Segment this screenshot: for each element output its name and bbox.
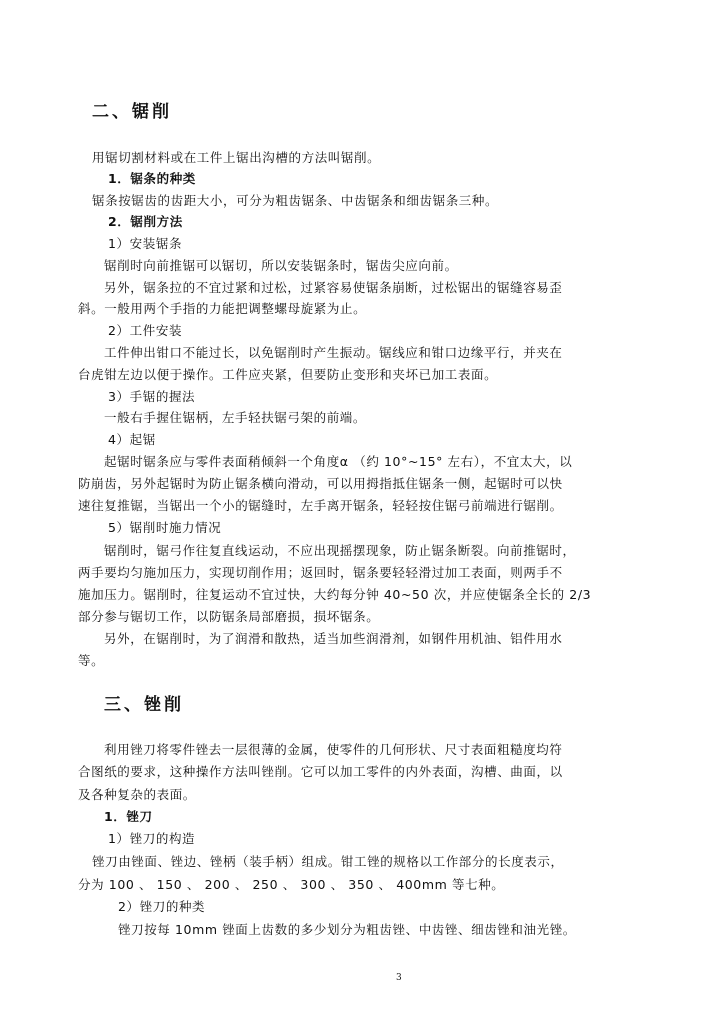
paragraph: 速往复推锯，当锯出一个小的锯缝时，左手离开锯条，轻轻按住锯弓前端进行锯削。 <box>78 498 563 513</box>
paragraph: 等。 <box>78 653 105 668</box>
paragraph: 一般右手握住锯柄，左手轻扶锯弓架的前端。 <box>104 410 367 425</box>
paragraph: 防崩齿，另外起锯时为防止锯条横向滑动，可以用拇指抵住锯条一侧，起锯时可以快 <box>78 476 563 491</box>
item-title: 1）安装锯条 <box>108 236 183 251</box>
paragraph: 另外，锯条拉的不宜过紧和过松，过紧容易使锯条崩断，过松锯出的锯缝容易歪 <box>104 280 563 295</box>
paragraph: 锯削时，锯弓作往复直线运动，不应出现摇摆现象，防止锯条断裂。向前推锯时， <box>104 543 576 558</box>
paragraph: 锯削时向前推锯可以锯切，所以安装锯条时，锯齿尖应向前。 <box>104 258 458 273</box>
paragraph: 锯条按锯齿的齿距大小，可分为粗齿锯条、中齿锯条和细齿锯条三种。 <box>92 193 499 208</box>
paragraph: 利用锉刀将零件锉去一层很薄的金属，使零件的几何形状、尺寸表面粗糙度均符 <box>104 742 563 757</box>
paragraph: 工件伸出钳口不能过长，以免锯削时产生振动。锯线应和钳口边缘平行，并夹在 <box>104 345 563 360</box>
paragraph: 台虎钳左边以便于操作。工件应夹紧，但要防止变形和夹坏已加工表面。 <box>78 367 498 382</box>
subheading: 1．锯条的种类 <box>108 171 196 186</box>
subheading: 1．锉刀 <box>104 809 153 824</box>
item-title: 3）手锯的握法 <box>108 389 196 404</box>
page-number: 3 <box>396 973 402 983</box>
paragraph: 用锯切割材料或在工件上锯出沟槽的方法叫锯削。 <box>92 150 381 165</box>
paragraph: 锉刀由锉面、锉边、锉柄（装手柄）组成。钳工锉的规格以工作部分的长度表示， <box>92 854 564 869</box>
paragraph: 合图纸的要求，这种操作方法叫锉削。它可以加工零件的内外表面，沟槽、曲面，以 <box>78 764 563 779</box>
paragraph: 部分参与锯切工作，以防锯条局部磨损，损坏锯条。 <box>78 609 380 624</box>
section-heading-filing: 三、锉削 <box>104 695 184 715</box>
item-title: 5）锯削时施力情况 <box>108 520 222 535</box>
paragraph: 另外，在锯削时，为了润滑和散热，适当加些润滑剂，如钢件用机油、铝件用水 <box>104 631 563 646</box>
paragraph: 起锯时锯条应与零件表面稍倾斜一个角度α （约 10°~15° 左右），不宜太大，以 <box>104 454 573 469</box>
paragraph: 分为 100 、 150 、 200 、 250 、 300 、 350 、 400mm 等七种。 <box>78 877 505 892</box>
section-heading-sawing: 二、锯削 <box>92 102 172 122</box>
subheading: 2．锯削方法 <box>108 214 183 229</box>
item-title: 2）锉刀的种类 <box>118 899 206 914</box>
paragraph: 及各种复杂的表面。 <box>78 787 196 802</box>
item-title: 1）锉刀的构造 <box>108 831 196 846</box>
paragraph: 锉刀按每 10mm 锉面上齿数的多少划分为粗齿锉、中齿锉、细齿锉和油光锉。 <box>118 922 576 937</box>
paragraph: 施加压力。锯削时，往复运动不宜过快，大约每分钟 40~50 次，并应使锯条全长的 2/3 <box>78 587 592 602</box>
item-title: 2）工件安装 <box>108 323 183 338</box>
paragraph: 斜。一般用两个手指的力能把调整螺母旋紧为止。 <box>78 301 367 316</box>
paragraph: 两手要均匀施加压力，实现切削作用；返回时，锯条要轻轻滑过加工表面，则两手不 <box>78 565 563 580</box>
item-title: 4）起锯 <box>108 432 156 447</box>
